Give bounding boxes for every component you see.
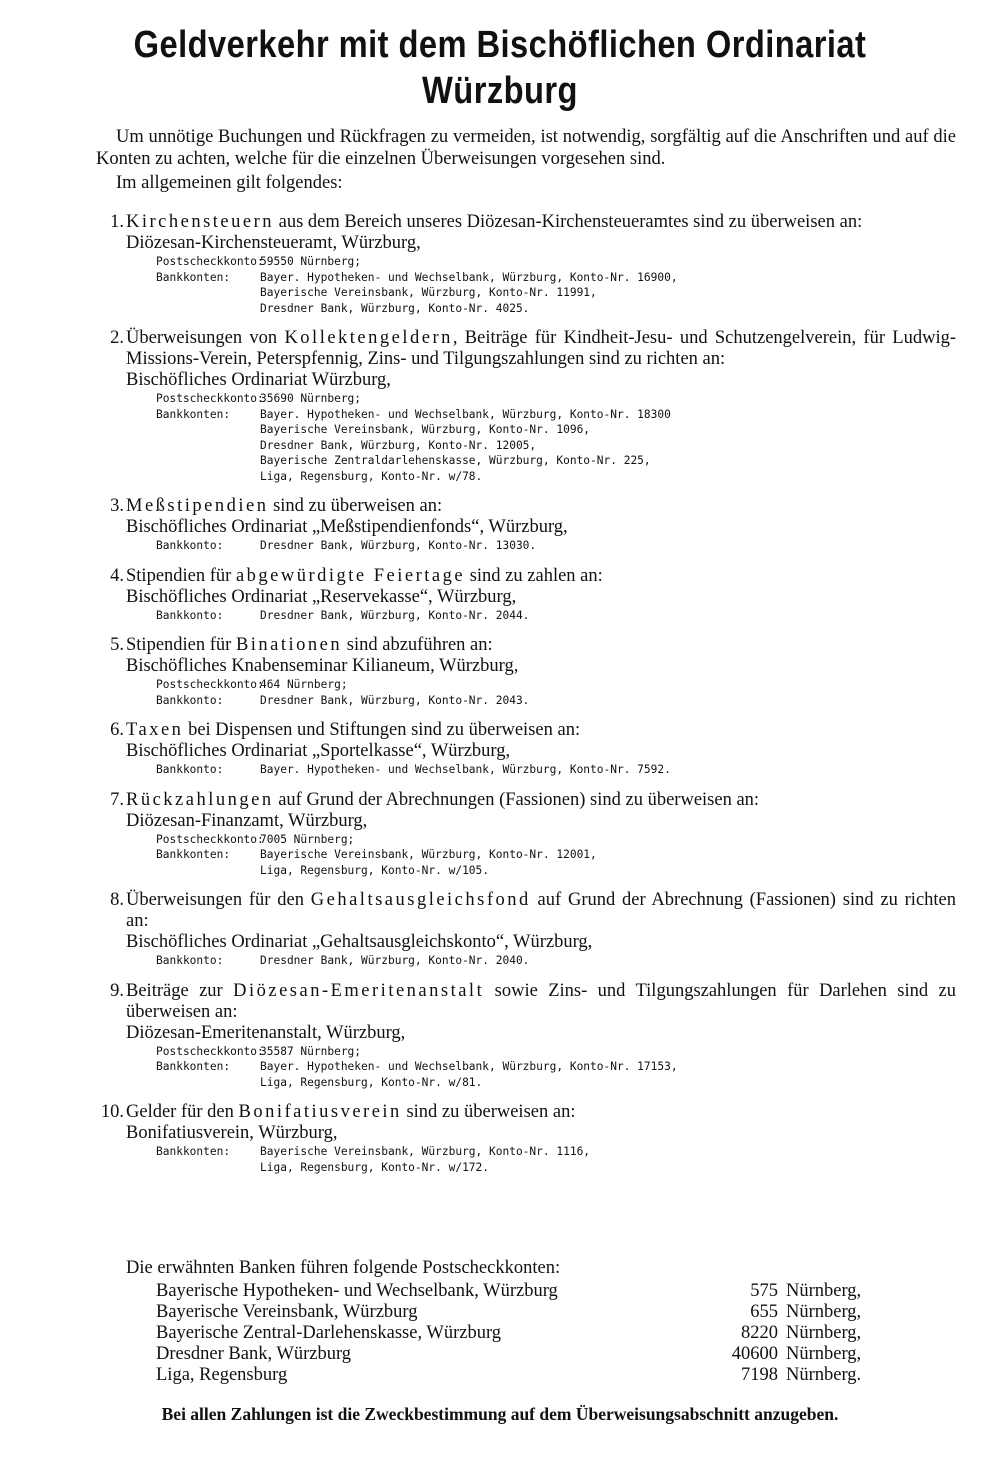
bank-row — [126, 1323, 896, 1344]
bank-postscheck-number: 7198 — [741, 1365, 778, 1385]
account-lines — [260, 1044, 956, 1060]
account-lines — [260, 538, 956, 554]
item-number: 10. — [100, 1102, 124, 1122]
account-label: Bankkonten: — [156, 1060, 231, 1073]
account-lines — [260, 953, 956, 969]
account-line: Dresdner Bank, Würzburg, Konto-Nr. 2040. — [260, 954, 530, 967]
account-lines — [260, 677, 956, 693]
account-label: Bankkonten: — [156, 270, 231, 284]
account-line: Bayerische Vereinsbank, Würzburg, Konto-Nr. 12001, — [260, 848, 597, 861]
account-label: Bankkonten: — [156, 848, 231, 861]
account-row — [156, 677, 956, 693]
footer-note: Bei allen Zahlungen ist die Zweckbestimmung auf dem Überweisungsabschnitt anzugeben. — [161, 1404, 839, 1424]
item-accounts — [126, 538, 956, 554]
item-text — [126, 566, 956, 587]
account-row — [156, 391, 956, 407]
bank-name: Dresdner Bank, Würzburg — [156, 1344, 352, 1364]
intro-text: Um unnötige Buchungen und Rückfragen zu vermeiden, ist notwendig, sorgfältig auf die Anschriften und auf die Konten zu achten, welche für die einzelnen Überweisungen vorgesehen sind. — [96, 127, 956, 169]
item-text-before: Überweisungen für den — [126, 890, 311, 910]
item-number: 4. — [110, 565, 124, 586]
title-block — [0, 22, 1000, 114]
account-line: Liga, Regensburg, Konto-Nr. w/81. — [260, 1075, 483, 1089]
item-keyword: Meßstipendien — [126, 496, 269, 516]
item-number: 9. — [110, 980, 124, 1001]
item-address: Bonifatiusverein, Würzburg, — [126, 1123, 338, 1143]
item-text — [126, 981, 956, 1023]
bank-name: Liga, Regensburg — [156, 1365, 288, 1385]
account-row — [156, 608, 956, 624]
item-address: Diözesan-Kirchensteueramt, Würzburg, — [126, 233, 421, 253]
account-line: Dresdner Bank, Würzburg, Konto-Nr. 13030. — [260, 539, 537, 552]
item-text-after: auf Grund der Abrechnungen (Fassionen) sind zu überweisen an: — [273, 789, 760, 810]
account-row — [156, 538, 956, 554]
account-row — [156, 1044, 956, 1060]
account-label: Bankkonto: — [156, 693, 224, 707]
account-line: Dresdner Bank, Würzburg, Konto-Nr. 4025. — [260, 301, 530, 315]
item-address: Bischöfliches Ordinariat „Reservekasse“, Würzburg, — [126, 586, 517, 607]
item-text-after: auf Grund der Abrechnung (Fassionen) sind zu richten an: — [126, 890, 957, 931]
item-text — [126, 1102, 956, 1123]
item-keyword: abgewürdigte Feiertage — [235, 565, 466, 586]
payment-item — [96, 981, 956, 1091]
item-number: 8. — [110, 890, 124, 910]
item-address: Bischöfliches Ordinariat „Sportelkasse“, Würzburg, — [126, 741, 511, 761]
account-row — [156, 847, 956, 878]
account-row — [156, 270, 956, 317]
item-number: 3. — [110, 496, 124, 516]
account-lines — [260, 608, 956, 624]
bank-postscheck-city: Nürnberg, — [786, 1281, 862, 1301]
account-row — [156, 953, 956, 969]
payment-item — [96, 328, 956, 484]
account-lines — [260, 1059, 956, 1090]
payment-item — [96, 890, 956, 969]
item-accounts — [126, 953, 956, 969]
account-lines — [260, 391, 956, 407]
account-line: 35690 Nürnberg; — [260, 392, 362, 405]
bank-postscheck-number: 575 — [750, 1281, 778, 1301]
item-text — [126, 720, 956, 741]
account-lines — [260, 693, 956, 709]
item-number: 2. — [110, 328, 124, 348]
account-label: Bankkonto: — [156, 608, 224, 622]
payment-item — [96, 635, 956, 708]
item-accounts — [126, 608, 956, 624]
item-text-after: aus dem Bereich unseres Diözesan-Kirchensteueramtes sind zu überweisen an: — [274, 212, 863, 232]
account-lines — [260, 254, 956, 270]
account-line: 464 Nürnberg; — [260, 678, 348, 691]
item-keyword: Binationen — [235, 635, 343, 655]
bank-name: Bayerische Hypotheken- und Wechselbank, Würzburg — [156, 1281, 558, 1301]
item-text-after: sind zu überweisen an: — [401, 1102, 576, 1122]
item-text-before: Stipendien für — [126, 565, 236, 586]
account-label: Bankkonten: — [156, 407, 231, 421]
item-keyword: Rückzahlungen — [126, 789, 274, 810]
account-lines — [260, 407, 956, 485]
bank-row — [126, 1365, 896, 1386]
item-keyword: Gehaltsausgleichsfond — [310, 890, 531, 910]
account-line: Bayerische Zentraldarlehenskasse, Würzburg, Konto-Nr. 225, — [260, 454, 651, 467]
bank-row — [126, 1302, 896, 1323]
account-row — [156, 254, 956, 270]
item-address: Bischöfliches Ordinariat Würzburg, — [126, 370, 391, 390]
item-text — [126, 496, 956, 517]
item-accounts — [126, 832, 956, 879]
bank-postscheck-city: Nürnberg. — [786, 1365, 862, 1385]
account-lines — [260, 762, 956, 778]
account-line: Bayerische Vereinsbank, Würzburg, Konto-Nr. 1096, — [260, 423, 591, 436]
postscheck-banks-section — [126, 1258, 896, 1386]
intro-section — [96, 126, 956, 194]
account-line: 59550 Nürnberg; — [260, 255, 362, 268]
item-text — [126, 890, 956, 932]
bank-postscheck-number: 40600 — [731, 1344, 778, 1364]
item-keyword: Bonifatiusverein — [238, 1102, 402, 1122]
item-address: Bischöfliches Knabenseminar Kilianeum, Würzburg, — [126, 656, 519, 676]
item-text-after: , Beiträge für Kindheit-Jesu- und Schutzengelverein, für Ludwig-Missions-Verein, Peterspfennig, Zins- und Tilgungszahlungen sind zu richten an: — [126, 328, 956, 369]
item-number: 7. — [110, 789, 124, 810]
item-text-before: Beiträge zur — [126, 980, 234, 1001]
account-line: Bayer. Hypotheken- und Wechselbank, Würzburg, Konto-Nr. 16900, — [260, 270, 678, 284]
item-accounts — [126, 677, 956, 708]
item-accounts — [126, 1144, 956, 1175]
item-text-before: Gelder für den — [126, 1102, 239, 1122]
account-row — [156, 1144, 956, 1175]
item-text-before: Überweisungen von — [126, 328, 285, 348]
account-lines — [260, 847, 956, 878]
payment-item — [96, 566, 956, 624]
account-lines — [260, 832, 956, 848]
item-accounts — [126, 1044, 956, 1091]
account-row — [156, 407, 956, 485]
item-text-before: Stipendien für — [126, 635, 236, 655]
item-address: Bischöfliches Ordinariat „Gehaltsausgleichskonto“, Würzburg, — [126, 932, 593, 952]
bank-name: Bayerische Vereinsbank, Würzburg — [156, 1302, 418, 1322]
account-label: Bankkonto: — [156, 763, 224, 776]
account-lines — [260, 1144, 956, 1175]
account-line: Bayer. Hypotheken- und Wechselbank, Würzburg, Konto-Nr. 18300 — [260, 407, 671, 421]
item-keyword: Diözesan-Emeritenanstalt — [233, 980, 485, 1001]
account-line: Liga, Regensburg, Konto-Nr. w/78. — [260, 469, 483, 483]
account-label: Postscheckkonto: — [156, 832, 264, 846]
item-number: 6. — [110, 720, 124, 740]
account-line: Dresdner Bank, Würzburg, Konto-Nr. 2043. — [260, 693, 530, 707]
item-text — [126, 328, 956, 370]
item-text-after: sind zu überweisen an: — [268, 496, 443, 516]
account-row — [156, 1059, 956, 1090]
account-lines — [260, 270, 956, 317]
item-text-after: bei Dispensen und Stiftungen sind zu überweisen an: — [183, 720, 581, 740]
item-address: Diözesan-Finanzamt, Würzburg, — [126, 810, 368, 831]
item-keyword: Taxen — [126, 720, 184, 740]
account-row — [156, 762, 956, 778]
intro-general: Im allgemeinen gilt folgendes: — [116, 173, 343, 193]
item-accounts — [126, 762, 956, 778]
item-accounts — [126, 391, 956, 484]
bank-name: Bayerische Zentral-Darlehenskasse, Würzburg — [156, 1323, 502, 1343]
payment-items-list — [96, 212, 956, 1187]
item-text-after: sind zu zahlen an: — [465, 565, 603, 586]
payment-item — [96, 212, 956, 316]
account-line: Liga, Regensburg, Konto-Nr. w/105. — [260, 863, 490, 877]
bank-postscheck-number: 655 — [750, 1302, 778, 1322]
account-line: Bayer. Hypotheken- und Wechselbank, Würzburg, Konto-Nr. 7592. — [260, 763, 671, 776]
item-text-after: sowie Zins- und Tilgungszahlungen für Darlehen sind zu überweisen an: — [126, 980, 956, 1022]
item-text — [126, 790, 956, 811]
account-line: 35587 Nürnberg; — [260, 1044, 362, 1058]
payment-item — [96, 496, 956, 554]
banks-table — [126, 1281, 896, 1386]
bank-postscheck-city: Nürnberg, — [786, 1344, 862, 1364]
page-title-city: Würzburg — [422, 70, 578, 112]
account-line: 7005 Nürnberg; — [260, 832, 355, 846]
item-number: 5. — [110, 635, 124, 655]
bank-postscheck-city: Nürnberg, — [786, 1302, 862, 1322]
account-line: Dresdner Bank, Würzburg, Konto-Nr. 2044. — [260, 608, 530, 622]
banks-title: Die erwähnten Banken führen folgende Postscheckkonten: — [126, 1258, 561, 1278]
item-number: 1. — [110, 212, 124, 232]
page-title: Geldverkehr mit dem Bischöflichen Ordinariat — [133, 24, 867, 66]
account-row — [156, 693, 956, 709]
item-address: Diözesan-Emeritenanstalt, Würzburg, — [126, 1022, 406, 1043]
bank-row — [126, 1344, 896, 1365]
account-label: Bankkonto: — [156, 954, 224, 967]
payment-item — [96, 1102, 956, 1175]
account-label: Bankkonten: — [156, 1145, 231, 1158]
account-line: Dresdner Bank, Würzburg, Konto-Nr. 12005, — [260, 438, 537, 452]
bank-row — [126, 1281, 896, 1302]
account-label: Postscheckkonto: — [156, 1044, 264, 1058]
account-line: Bayer. Hypotheken- und Wechselbank, Würzburg, Konto-Nr. 17153, — [260, 1060, 678, 1073]
item-keyword: Kollektengeldern — [284, 328, 453, 348]
item-keyword: Kirchensteuern — [126, 212, 275, 232]
account-label: Postscheckkonto: — [156, 392, 264, 405]
payment-item — [96, 720, 956, 778]
account-line: Bayerische Vereinsbank, Würzburg, Konto-Nr. 11991, — [260, 286, 597, 299]
item-text-after: sind abzuführen an: — [342, 635, 493, 655]
item-text — [126, 635, 956, 656]
bank-postscheck-number: 8220 — [741, 1323, 778, 1343]
payment-item — [96, 790, 956, 879]
item-address: Bischöfliches Ordinariat „Meßstipendienfonds“, Würzburg, — [126, 517, 568, 537]
account-line: Bayerische Vereinsbank, Würzburg, Konto-Nr. 1116, — [260, 1145, 591, 1158]
account-row — [156, 832, 956, 848]
account-line: Liga, Regensburg, Konto-Nr. w/172. — [260, 1160, 490, 1174]
item-accounts — [126, 254, 956, 316]
account-label: Bankkonto: — [156, 539, 224, 552]
item-text — [126, 212, 956, 233]
account-label: Postscheckkonto: — [156, 678, 264, 691]
bank-postscheck-city: Nürnberg, — [786, 1323, 862, 1343]
account-label: Postscheckkonto: — [156, 255, 264, 268]
